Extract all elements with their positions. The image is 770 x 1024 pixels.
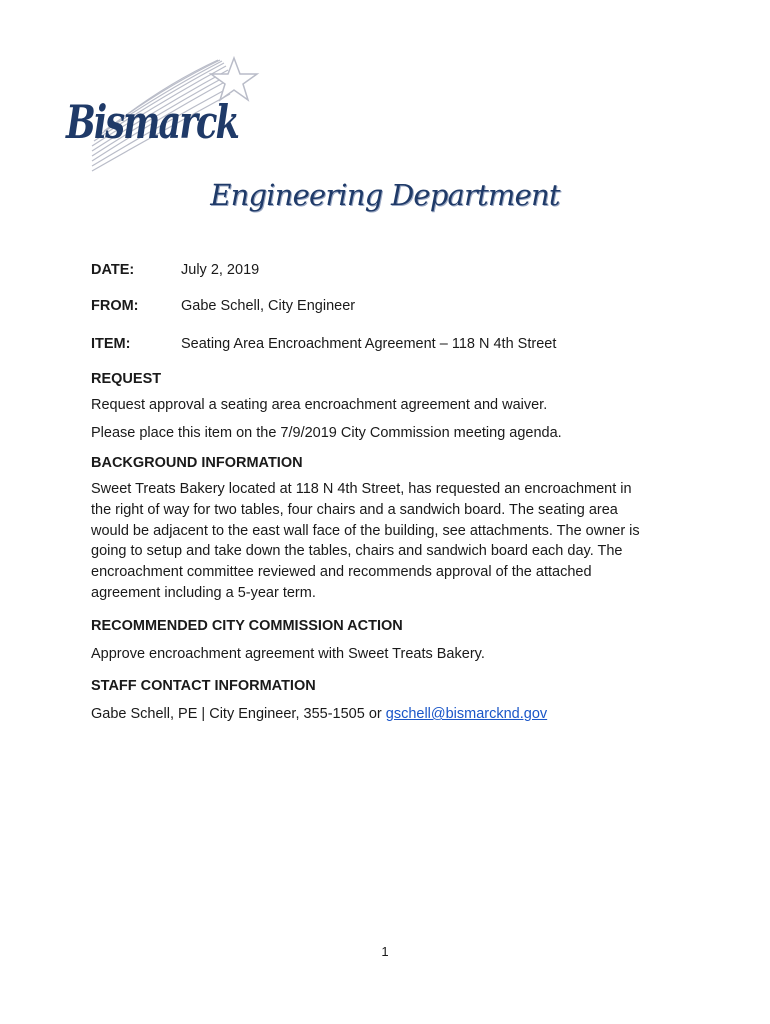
from-label: FROM: [91, 298, 139, 314]
background-line: Sweet Treats Bakery located at 118 N 4th Street, has requested an encroachment in [91, 481, 632, 497]
background-line: going to setup and take down the tables, chairs and sandwich board each day. The [91, 543, 623, 560]
request-section [91, 371, 691, 441]
request-line-2: Please place this item on the 7/9/2019 City Commission meeting agenda. [91, 425, 562, 441]
item-value: Seating Area Encroachment Agreement – 118 N 4th Street [181, 336, 557, 352]
from-value: Gabe Schell, City Engineer [181, 298, 356, 314]
date-value: July 2, 2019 [181, 262, 260, 278]
recommended-section [91, 618, 691, 662]
page-number: 1 [381, 944, 389, 959]
staff-contact-line [91, 706, 691, 722]
recommended-text: Approve encroachment agreement with Sweet Treats Bakery. [91, 646, 485, 662]
staff-heading: STAFF CONTACT INFORMATION [91, 678, 316, 694]
request-heading: REQUEST [91, 371, 162, 387]
background-paragraph [91, 479, 691, 604]
department-title: Engineering Department [210, 178, 560, 212]
background-line: agreement including a 5-year term. [91, 584, 316, 601]
staff-email-link[interactable]: gschell@bismarcknd.gov [385, 706, 548, 722]
date-label: DATE: [91, 262, 135, 278]
background-line: would be adjacent to the east wall face of the building, see attachments. The owner is [91, 522, 640, 539]
logo-graphic [62, 56, 266, 178]
request-line-1: Request approval a seating area encroachment agreement and waiver. [91, 397, 548, 413]
recommended-heading: RECOMMENDED CITY COMMISSION ACTION [91, 618, 403, 634]
logo-wordmark: Bismarck [64, 95, 239, 149]
background-heading: BACKGROUND INFORMATION [91, 455, 303, 471]
bismarck-logo [62, 56, 266, 178]
staff-section [91, 678, 691, 722]
background-section [91, 455, 691, 604]
staff-contact-text: Gabe Schell, PE | City Engineer, 355-1505 or [91, 706, 386, 722]
background-line: the right of way for two tables, four chairs and a sandwich board. The seating area [91, 501, 618, 518]
item-label: ITEM: [91, 336, 131, 352]
background-line: encroachment committee reviewed and recommends approval of the attached [91, 564, 592, 581]
